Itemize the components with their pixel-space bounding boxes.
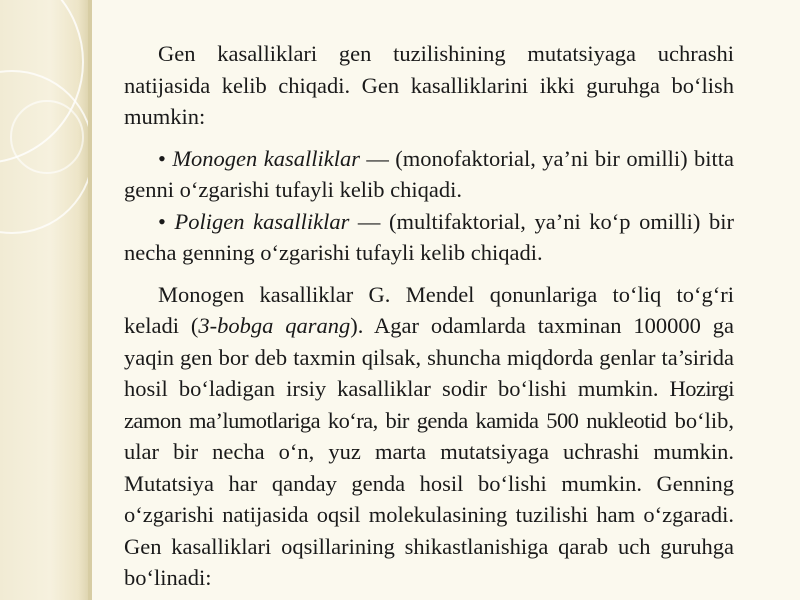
paragraph-text: ). Agar odamlarda taxminan 100000 ga yaqin gen bor deb taxmin qilsak, shuncha miqdorda genlar ta’sirida hosil bo‘ladigan irsiy kasalliklar sodir bo‘lishi mumkin. [124,313,735,401]
bullet-text: — (multifaktorial, ya’ni ko‘p omilli) bir necha genning o‘zgarishi tufayli kelib chiqadi. [124,208,734,265]
decorative-arc [10,100,84,174]
paragraph-text: Monogen kasalliklar G. Mendel qonunlariga to‘liq to‘g‘ri keladi ( [124,281,734,338]
band-edge [88,0,92,600]
bullet-term: Monogen kasalliklar [172,145,360,171]
paragraph-text: bo‘lib, ular bir necha o‘n, yuz marta mutatsiyaga uchrashi mumkin. Mutatsiya har qanday genda hosil bo‘lishi mumkin. Genning o‘zgarishi natijasida oqsil molekulasining tuzilishi ham o‘zgaradi. Gen kasalliklari oqsillarining shikastlanishiga qarab uch guruhga bo‘linadi: [124,407,735,590]
bullet-monogen [124,143,734,206]
bullet-poligen [124,206,734,269]
bullet-text: — (monofaktorial, ya’ni bir omilli) bitta genni o‘zgarishi tufayli kelib chiqadi. [124,145,734,202]
bullet-term: Poligen kasalliklar [174,208,350,234]
document-body [124,38,734,594]
bullet-marker: • [158,145,166,171]
decorative-side-band [0,0,92,600]
paragraph-text-condensed: Hozirgi zamon ma’lumotlariga ko‘ra, bir genda kamida 500 nukleotid [124,376,734,433]
body-paragraph [124,279,734,594]
bullet-marker: • [158,208,166,234]
intro-paragraph: Gen kasalliklari gen tuzilishining mutatsiyaga uchrashi natijasida kelib chiqadi. Gen kasalliklarini ikki guruhga bo‘lish mumkin: [124,41,734,129]
chapter-reference: 3-bobga qarang [198,313,351,338]
